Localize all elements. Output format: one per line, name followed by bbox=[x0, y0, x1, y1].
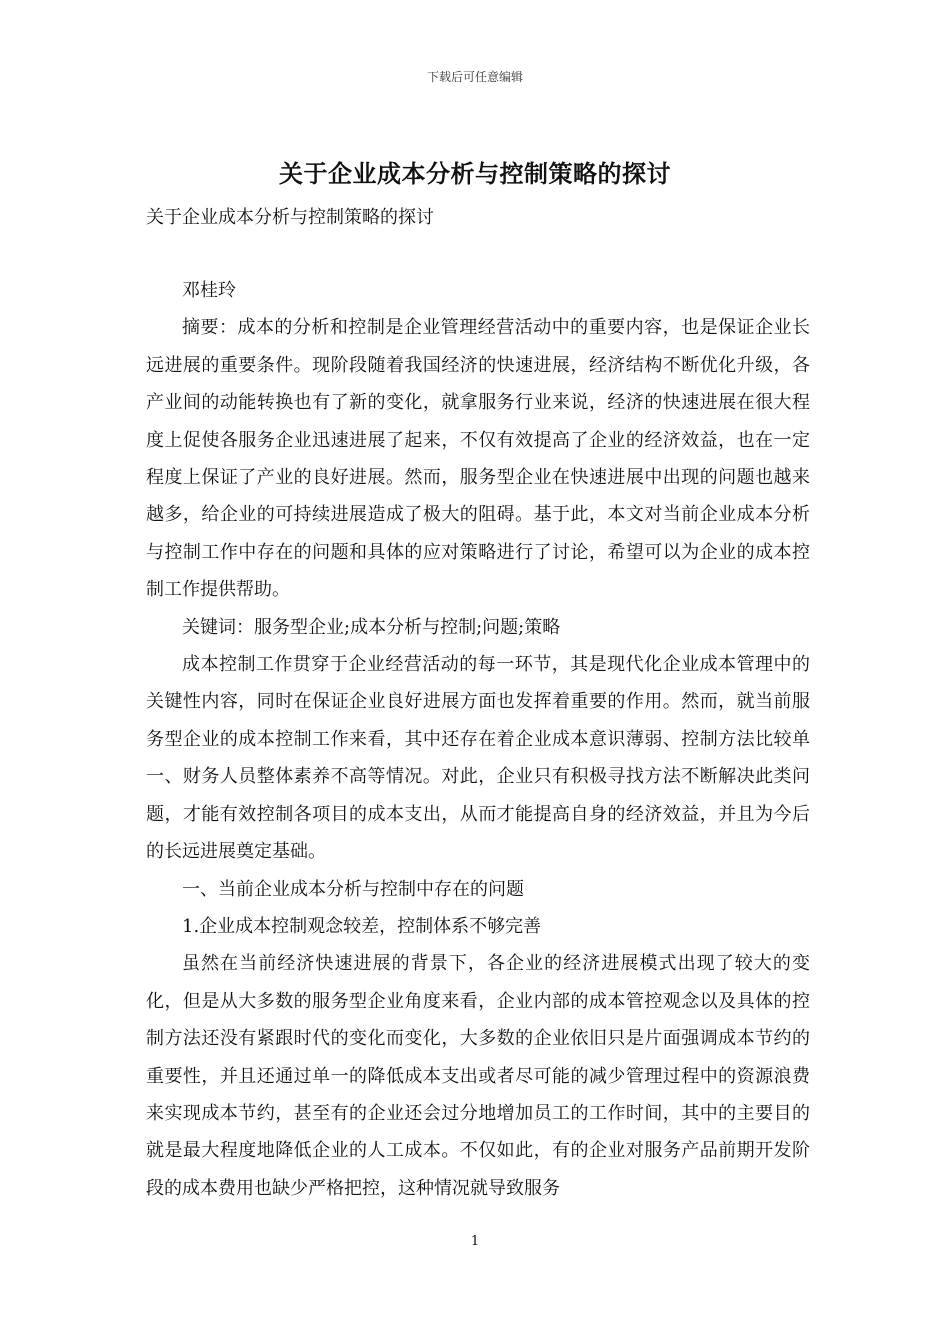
document-body bbox=[146, 272, 810, 1207]
body-paragraph: 虽然在当前经济快速进展的背景下，各企业的经济进展模式出现了较大的变化，但是从大多数的服务型企业角度来看，企业内部的成本管控观念以及具体的控制方法还没有紧跟时代的变化而变化，大多数的企业依旧只是片面强调成本节约的重要性，并且还通过单一的降低成本支出或者尽可能的减少管理过程中的资源浪费来实现成本节约，甚至有的企业还会过分地增加员工的工作时间，其中的主要目的就是最大程度地降低企业的人工成本。不仅如此，有的企业对服务产品前期开发阶段的成本费用也缺少严格把控，这种情况就导致服务 bbox=[146, 953, 810, 1199]
intro-paragraph: 成本控制工作贯穿于企业经营活动的每一环节，其是现代化企业成本管理中的关键性内容，同时在保证企业良好进展方面也发挥着重要的作用。然而，就当前服务型企业的成本控制工作来看，其中还存在着企业成本意识薄弱、控制方法比较单一、财务人员整体素养不高等情况。对此，企业只有积极寻找方法不断解决此类问题，才能有效控制各项目的成本支出，从而才能提高自身的经济效益，并且为今后的长远进展奠定基础。 bbox=[146, 654, 810, 863]
document-title: 关于企业成本分析与控制策略的探讨 bbox=[279, 159, 671, 188]
section-heading: 一、当前企业成本分析与控制中存在的问题 bbox=[182, 878, 524, 900]
subsection-heading: 1.企业成本控制观念较差，控制体系不够完善 bbox=[182, 915, 542, 937]
document-subtitle: 关于企业成本分析与控制策略的探讨 bbox=[146, 207, 434, 228]
page-header-note: 下载后可任意编辑 bbox=[426, 70, 523, 84]
keywords-paragraph: 关键词：服务型企业;成本分析与控制;问题;策略 bbox=[182, 616, 561, 638]
page-number: 1 bbox=[470, 1234, 480, 1249]
author-line: 邓桂玲 bbox=[182, 280, 236, 301]
abstract-paragraph: 摘要：成本的分析和控制是企业管理经营活动中的重要内容，也是保证企业长远进展的重要条件。现阶段随着我国经济的快速进展，经济结构不断优化升级，各产业间的动能转换也有了新的变化，就拿服务行业来说，经济的快速进展在很大程度上促使各服务企业迅速进展了起来，不仅有效提高了企业的经济效益，也在一定程度上保证了产业的良好进展。然而，服务型企业在快速进展中出现的问题也越来越多，给企业的可持续进展造成了极大的阻碍。基于此，本文对当前企业成本分析与控制工作中存在的问题和具体的应对策略进行了讨论，希望可以为企业的成本控制工作提供帮助。 bbox=[146, 317, 810, 601]
